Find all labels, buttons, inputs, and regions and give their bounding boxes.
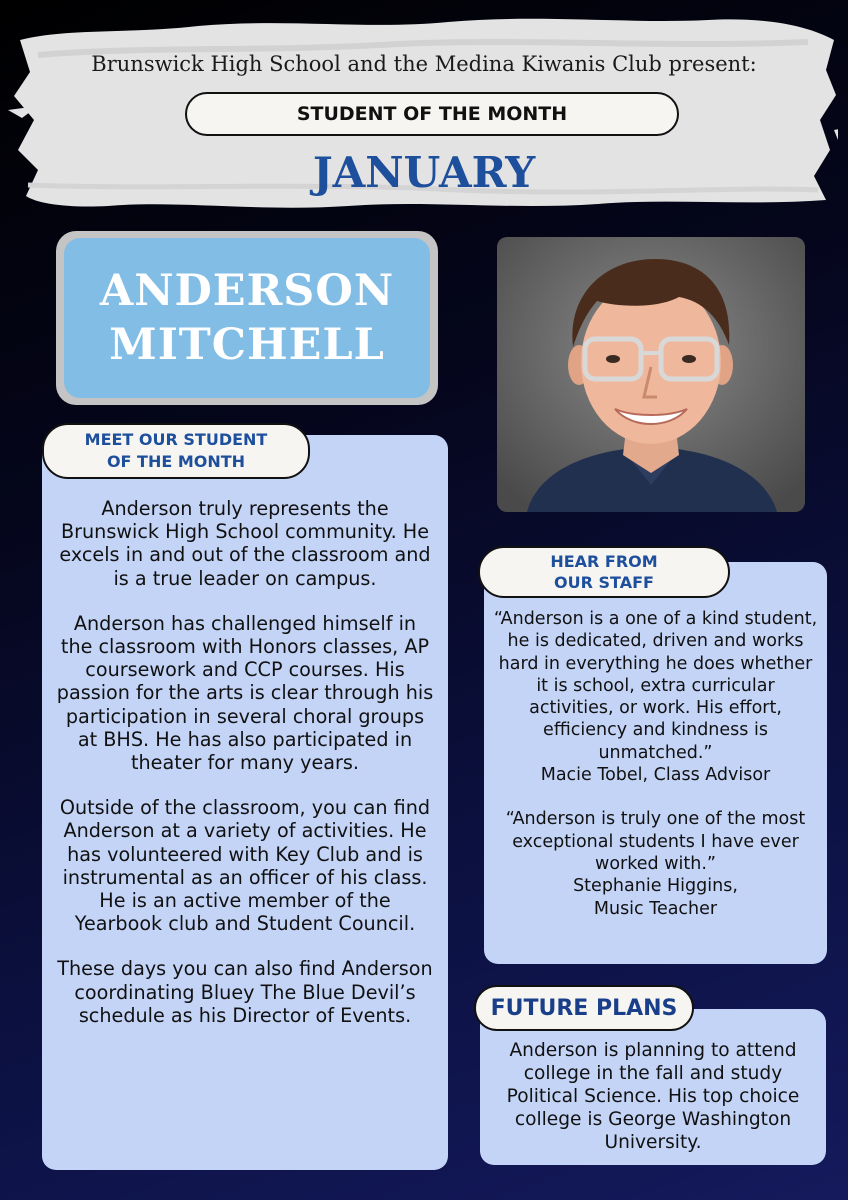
future-plans-tag: FUTURE PLANS — [474, 985, 694, 1031]
future-plans-panel — [480, 1009, 826, 1165]
staff-tag-line1: HEAR FROM — [550, 552, 658, 571]
staff-tag — [478, 546, 730, 598]
staff-author-2-role: Music Teacher — [593, 898, 718, 919]
staff-quote-1: “Anderson is a one of a kind student, he is dedicated, driven and works hard in everything he does whether it is school, extra curricular activities, or work. His effort, efficiency and kindness is unmatched.” — [493, 609, 818, 763]
meet-paragraph: These days you can also find Anderson coordinating Bluey The Blue Devil’s schedule as his Director of Events. — [57, 957, 433, 1027]
staff-author-1: Macie Tobel, Class Advisor — [540, 765, 771, 786]
meet-paragraph: Anderson truly represents the Brunswick High School community. He excels in and out of the classroom and is a true leader on campus. — [59, 497, 431, 590]
staff-author-2-name: Stephanie Higgins, — [573, 876, 738, 897]
meet-tag-line2: OF THE MONTH — [106, 452, 246, 471]
staff-tag-line2: OUR STAFF — [554, 573, 654, 592]
meet-paragraph: Outside of the classroom, you can find Anderson at a variety of activities. He has volunteered with Key Club and is instrumental as an officer of his class. He is an active member of the Yearbook club and Student Council. — [59, 796, 431, 936]
staff-quote-2: “Anderson is truly one of the most exceptional students I have ever worked with.” — [505, 809, 806, 874]
meet-student-panel — [42, 435, 448, 1170]
staff-panel — [484, 562, 827, 964]
presenter-line: Brunswick High School and the Medina Kiwanis Club present: — [91, 52, 757, 76]
student-last-name: MITCHELL — [109, 320, 385, 370]
month-heading: JANUARY — [312, 148, 536, 197]
meet-paragraph: Anderson has challenged himself in the classroom with Honors classes, AP coursework and CCP courses. His passion for the arts is clear through his participation in several choral groups at BHS. He has also participated in theater for many years. — [56, 611, 434, 775]
future-plans-text: Anderson is planning to attend college in the fall and study Political Science. His top choice college is George Washington University. — [506, 1040, 800, 1153]
student-photo — [497, 237, 805, 512]
student-of-month-title: STUDENT OF THE MONTH — [185, 92, 679, 136]
meet-tag-line1: MEET OUR STUDENT — [84, 430, 268, 449]
student-name-box — [64, 238, 430, 398]
student-first-name: ANDERSON — [99, 266, 395, 316]
meet-student-tag — [42, 423, 310, 479]
